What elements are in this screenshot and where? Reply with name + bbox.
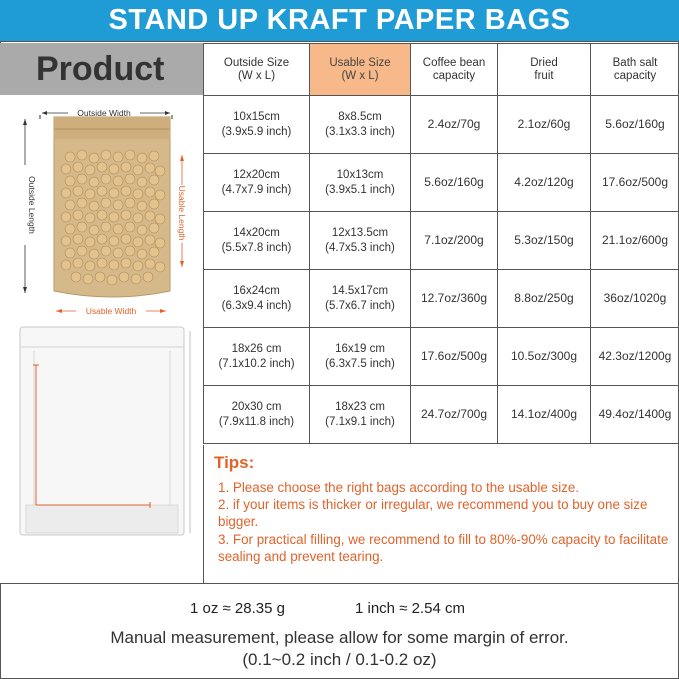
size-table bbox=[203, 43, 679, 444]
usable-size-cell: 12x13.5cm (4.7x5.3 inch) bbox=[310, 212, 411, 270]
table-row bbox=[204, 96, 679, 154]
salt-cell: 49.4oz/1400g bbox=[591, 386, 679, 444]
page-banner: STAND UP KRAFT PAPER BAGS bbox=[0, 0, 679, 41]
outside-size-cell: 10x15cm (3.9x5.9 inch) bbox=[204, 96, 310, 154]
kraft-bag-image bbox=[54, 117, 170, 297]
table-row bbox=[204, 386, 679, 444]
footer-section bbox=[0, 583, 679, 679]
measurement-note: Manual measurement, please allow for some margin of error. bbox=[110, 628, 569, 647]
table-row bbox=[204, 154, 679, 212]
oz-conversion: 1 oz ≈ 28.35 g bbox=[190, 600, 285, 617]
tip-item: 2. if your items is thicker or irregular, we recommend you to buy one size bigger. bbox=[218, 497, 648, 530]
bag-outline-image bbox=[20, 327, 190, 535]
product-illustration-column bbox=[0, 95, 203, 583]
header-dried-fruit: Dried fruit bbox=[498, 44, 591, 96]
tips-section bbox=[203, 445, 679, 583]
fruit-cell: 10.5oz/300g bbox=[498, 328, 591, 386]
table-row bbox=[204, 212, 679, 270]
tips-title: Tips: bbox=[214, 453, 255, 472]
header-usable-size: Usable Size (W x L) bbox=[310, 44, 411, 96]
fruit-cell: 14.1oz/400g bbox=[498, 386, 591, 444]
product-heading: Product bbox=[0, 43, 203, 95]
inch-conversion: 1 inch ≈ 2.54 cm bbox=[355, 600, 465, 617]
fruit-cell: 2.1oz/60g bbox=[498, 96, 591, 154]
coffee-cell: 24.7oz/700g bbox=[411, 386, 498, 444]
salt-cell: 42.3oz/1200g bbox=[591, 328, 679, 386]
usable-size-cell: 10x13cm (3.9x5.1 inch) bbox=[310, 154, 411, 212]
outside-size-cell: 16x24cm (6.3x9.4 inch) bbox=[204, 270, 310, 328]
outside-size-cell: 12x20cm (4.7x7.9 inch) bbox=[204, 154, 310, 212]
header-outside-size: Outside Size (W x L) bbox=[204, 44, 310, 96]
table-header-row bbox=[204, 44, 679, 96]
tip-item: 3. For practical filling, we recommend to fill to 80%-90% capacity to facilitate sealing and prevent tearing. bbox=[218, 531, 669, 564]
salt-cell: 5.6oz/160g bbox=[591, 96, 679, 154]
coffee-cell: 5.6oz/160g bbox=[411, 154, 498, 212]
outside-size-cell: 20x30 cm (7.9x11.8 inch) bbox=[204, 386, 310, 444]
usable-size-cell: 18x23 cm (7.1x9.1 inch) bbox=[310, 386, 411, 444]
usable-size-cell: 14.5x17cm (5.7x6.7 inch) bbox=[310, 270, 411, 328]
bag-diagram bbox=[0, 95, 203, 583]
table-row bbox=[204, 328, 679, 386]
outside-size-cell: 14x20cm (5.5x7.8 inch) bbox=[204, 212, 310, 270]
coffee-cell: 17.6oz/500g bbox=[411, 328, 498, 386]
coffee-cell: 2.4oz/70g bbox=[411, 96, 498, 154]
usable-length-label: Usable Length bbox=[177, 185, 187, 241]
fruit-cell: 4.2oz/120g bbox=[498, 154, 591, 212]
usable-size-cell: 16x19 cm (6.3x7.5 inch) bbox=[310, 328, 411, 386]
fruit-cell: 8.8oz/250g bbox=[498, 270, 591, 328]
coffee-cell: 12.7oz/360g bbox=[411, 270, 498, 328]
coffee-cell: 7.1oz/200g bbox=[411, 212, 498, 270]
salt-cell: 17.6oz/500g bbox=[591, 154, 679, 212]
header-bath-salt: Bath salt capacity bbox=[591, 44, 679, 96]
outside-width-label: Outside Width bbox=[77, 108, 131, 118]
usable-size-cell: 8x8.5cm (3.1x3.3 inch) bbox=[310, 96, 411, 154]
salt-cell: 21.1oz/600g bbox=[591, 212, 679, 270]
salt-cell: 36oz/1020g bbox=[591, 270, 679, 328]
fruit-cell: 5.3oz/150g bbox=[498, 212, 591, 270]
outside-length-arrow bbox=[23, 119, 27, 293]
header-coffee-bean: Coffee bean capacity bbox=[411, 44, 498, 96]
tip-item: 1. Please choose the right bags according to the usable size. bbox=[218, 480, 580, 495]
outside-length-label: Outside Length bbox=[27, 176, 37, 234]
usable-width-label: Usable Width bbox=[85, 306, 137, 316]
outside-size-cell: 18x26 cm (7.1x10.2 inch) bbox=[204, 328, 310, 386]
table-row bbox=[204, 270, 679, 328]
measurement-tolerance: (0.1~0.2 inch / 0.1-0.2 oz) bbox=[242, 650, 437, 669]
